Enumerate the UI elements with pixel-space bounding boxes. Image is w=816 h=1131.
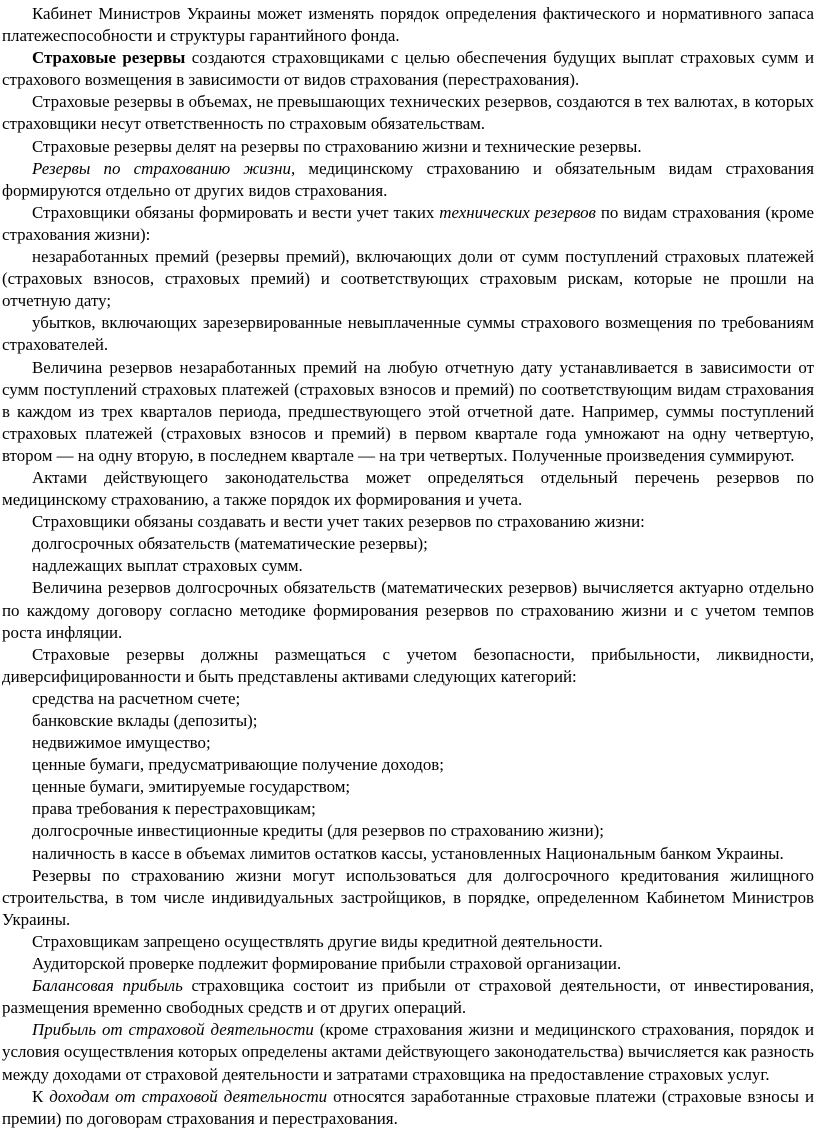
paragraph xyxy=(2,953,814,975)
paragraph xyxy=(2,246,814,312)
text-run: Величина резервов долгосрочных обязательств (математических резервов) вычисляется актуарно отдельно по каждому договору согласно методике формирования резервов по страхованию жизни и с учетом темпов роста инфляции. xyxy=(2,578,814,642)
paragraph xyxy=(2,357,814,467)
text-run: Кабинет Министров Украины может изменять порядок определения фактического и нормативного запаса платежеспособности и структуры гарантийного фонда. xyxy=(2,4,814,46)
paragraph xyxy=(2,865,814,931)
italic-term: доходам от страховой деятельности xyxy=(49,1086,328,1106)
paragraph xyxy=(2,644,814,688)
paragraph xyxy=(2,533,814,555)
text-run: недвижимое имущество; xyxy=(32,733,211,753)
text-run: Актами действующего законодательства может определяться отдельный перечень резервов по медицинскому страхованию, а также порядок их формирования и учета. xyxy=(2,467,814,510)
text-run: надлежащих выплат страховых сумм. xyxy=(32,556,303,576)
paragraph xyxy=(2,776,814,798)
paragraph xyxy=(2,1019,814,1085)
text-run: создаются страховщиками с целью обеспечения будущих выплат страховых сумм и страхового возмещения в зависимости от видов страхования (перестрахования). xyxy=(2,48,814,90)
paragraph xyxy=(2,136,814,158)
text-run: Страховщики обязаны формировать и вести учет таких xyxy=(32,202,440,222)
document-body xyxy=(2,3,814,1130)
text-run: Резервы по страхованию жизни могут использоваться для долгосрочного кредитования жилищного строительства, в том числе индивидуальных застройщиков, в порядке, определенном Кабинетом Министров Украины. xyxy=(2,865,814,929)
text-run: долгосрочные инвестиционные кредиты (для резервов по страхованию жизни); xyxy=(32,821,604,841)
italic-term: Прибыль от страховой деятельности xyxy=(32,1020,314,1040)
paragraph xyxy=(2,3,814,47)
bold-term: Страховые резервы xyxy=(32,48,186,68)
text-run: страховщика состоит из прибыли от страховой деятельности, от инвестирования, размещения временно свободных средств и от других операций. xyxy=(2,976,814,1018)
paragraph xyxy=(2,931,814,953)
paragraph xyxy=(2,312,814,356)
text-run: средства на расчетном счете; xyxy=(32,688,241,708)
paragraph xyxy=(2,732,814,754)
text-run: долгосрочных обязательств (математические резервы); xyxy=(32,534,428,554)
text-run: Аудиторской проверке подлежит формирование прибыли страховой организации. xyxy=(32,954,622,974)
text-run: наличность в кассе в объемах лимитов остатков кассы, установленных Национальным банком Украины. xyxy=(32,843,784,863)
text-run: (кроме страхования жизни и медицинского страхования, порядок и условия осуществления которых определены актами действующего законодательства) вычисляется как разность между доходами от страховой деятельности и затратами страховщика на предоставление страховых услуг. xyxy=(2,1020,814,1084)
paragraph xyxy=(2,975,814,1019)
text-run: ценные бумаги, эмитируемые государством; xyxy=(32,777,351,797)
text-run: относятся заработанные страховые платежи (страховые взносы и премии) по договорам страхования и перестрахования. xyxy=(2,1086,814,1128)
text-run: Страховщикам запрещено осуществлять другие виды кредитной деятельности. xyxy=(32,931,603,951)
text-run: Страховые резервы в объемах, не превышающих технических резервов, создаются в тех валютах, в которых страховщики несут ответственность по страховым обязательствам. xyxy=(2,92,814,134)
text-run: по видам страхования (кроме страхования жизни): xyxy=(2,202,815,244)
italic-term: Резервы по страхованию жизни, xyxy=(32,158,296,178)
italic-term: Балансовая прибыль xyxy=(32,976,183,996)
text-run: Страховые резервы должны размещаться с учетом безопасности, прибыльности, ликвидности, диверсифицированности и быть представлены активами следующих категорий: xyxy=(2,644,814,686)
paragraph xyxy=(2,754,814,776)
paragraph xyxy=(2,202,814,246)
paragraph xyxy=(2,843,814,865)
text-run: убытков, включающих зарезервированные невыплаченные суммы страхового возмещения по требованиям страхователей. xyxy=(2,313,814,355)
paragraph xyxy=(2,467,814,511)
paragraph xyxy=(2,511,814,533)
paragraph xyxy=(2,577,814,643)
text-run: Страховые резервы делят на резервы по страхованию жизни и технические резервы. xyxy=(32,136,642,156)
text-run: медицинскому страхованию и обязательным видам страхования формируются отдельно от других видов страхования. xyxy=(2,158,815,200)
paragraph xyxy=(2,158,814,202)
paragraph xyxy=(2,710,814,732)
paragraph xyxy=(2,555,814,577)
paragraph xyxy=(2,1086,814,1130)
paragraph xyxy=(2,47,814,91)
paragraph xyxy=(2,688,814,710)
paragraph xyxy=(2,798,814,820)
text-run: К xyxy=(32,1086,50,1106)
paragraph xyxy=(2,91,814,135)
text-run: права требования к перестраховщикам; xyxy=(32,799,316,819)
text-run: Страховщики обязаны создавать и вести учет таких резервов по страхованию жизни: xyxy=(32,512,645,532)
text-run: банковские вклады (депозиты); xyxy=(32,711,258,730)
italic-term: технических резервов xyxy=(439,202,596,222)
text-run: ценные бумаги, предусматривающие получение доходов; xyxy=(32,755,444,775)
text-run: Величина резервов незаработанных премий на любую отчетную дату устанавливается в зависимости от сумм поступлений страховых платежей (страховых взносов и премий) по соответствующим видам страхования в каждом из трех кварталов периода, предшествующего этой отчетной дате. Например, суммы поступлений страховых платежей (страховых взносов и премий) в первом квартале года умножают на одну четвертую, втором — на одну вторую, в последнем квартале — на три четвертых. Полученные произведения суммируют. xyxy=(2,357,814,465)
text-run: незаработанных премий (резервы премий), включающих доли от сумм поступлений страховых платежей (страховых взносов, страховых премий) и соответствующих страховым рискам, которые не прошли на отчетную дату; xyxy=(2,247,814,311)
paragraph xyxy=(2,820,814,842)
